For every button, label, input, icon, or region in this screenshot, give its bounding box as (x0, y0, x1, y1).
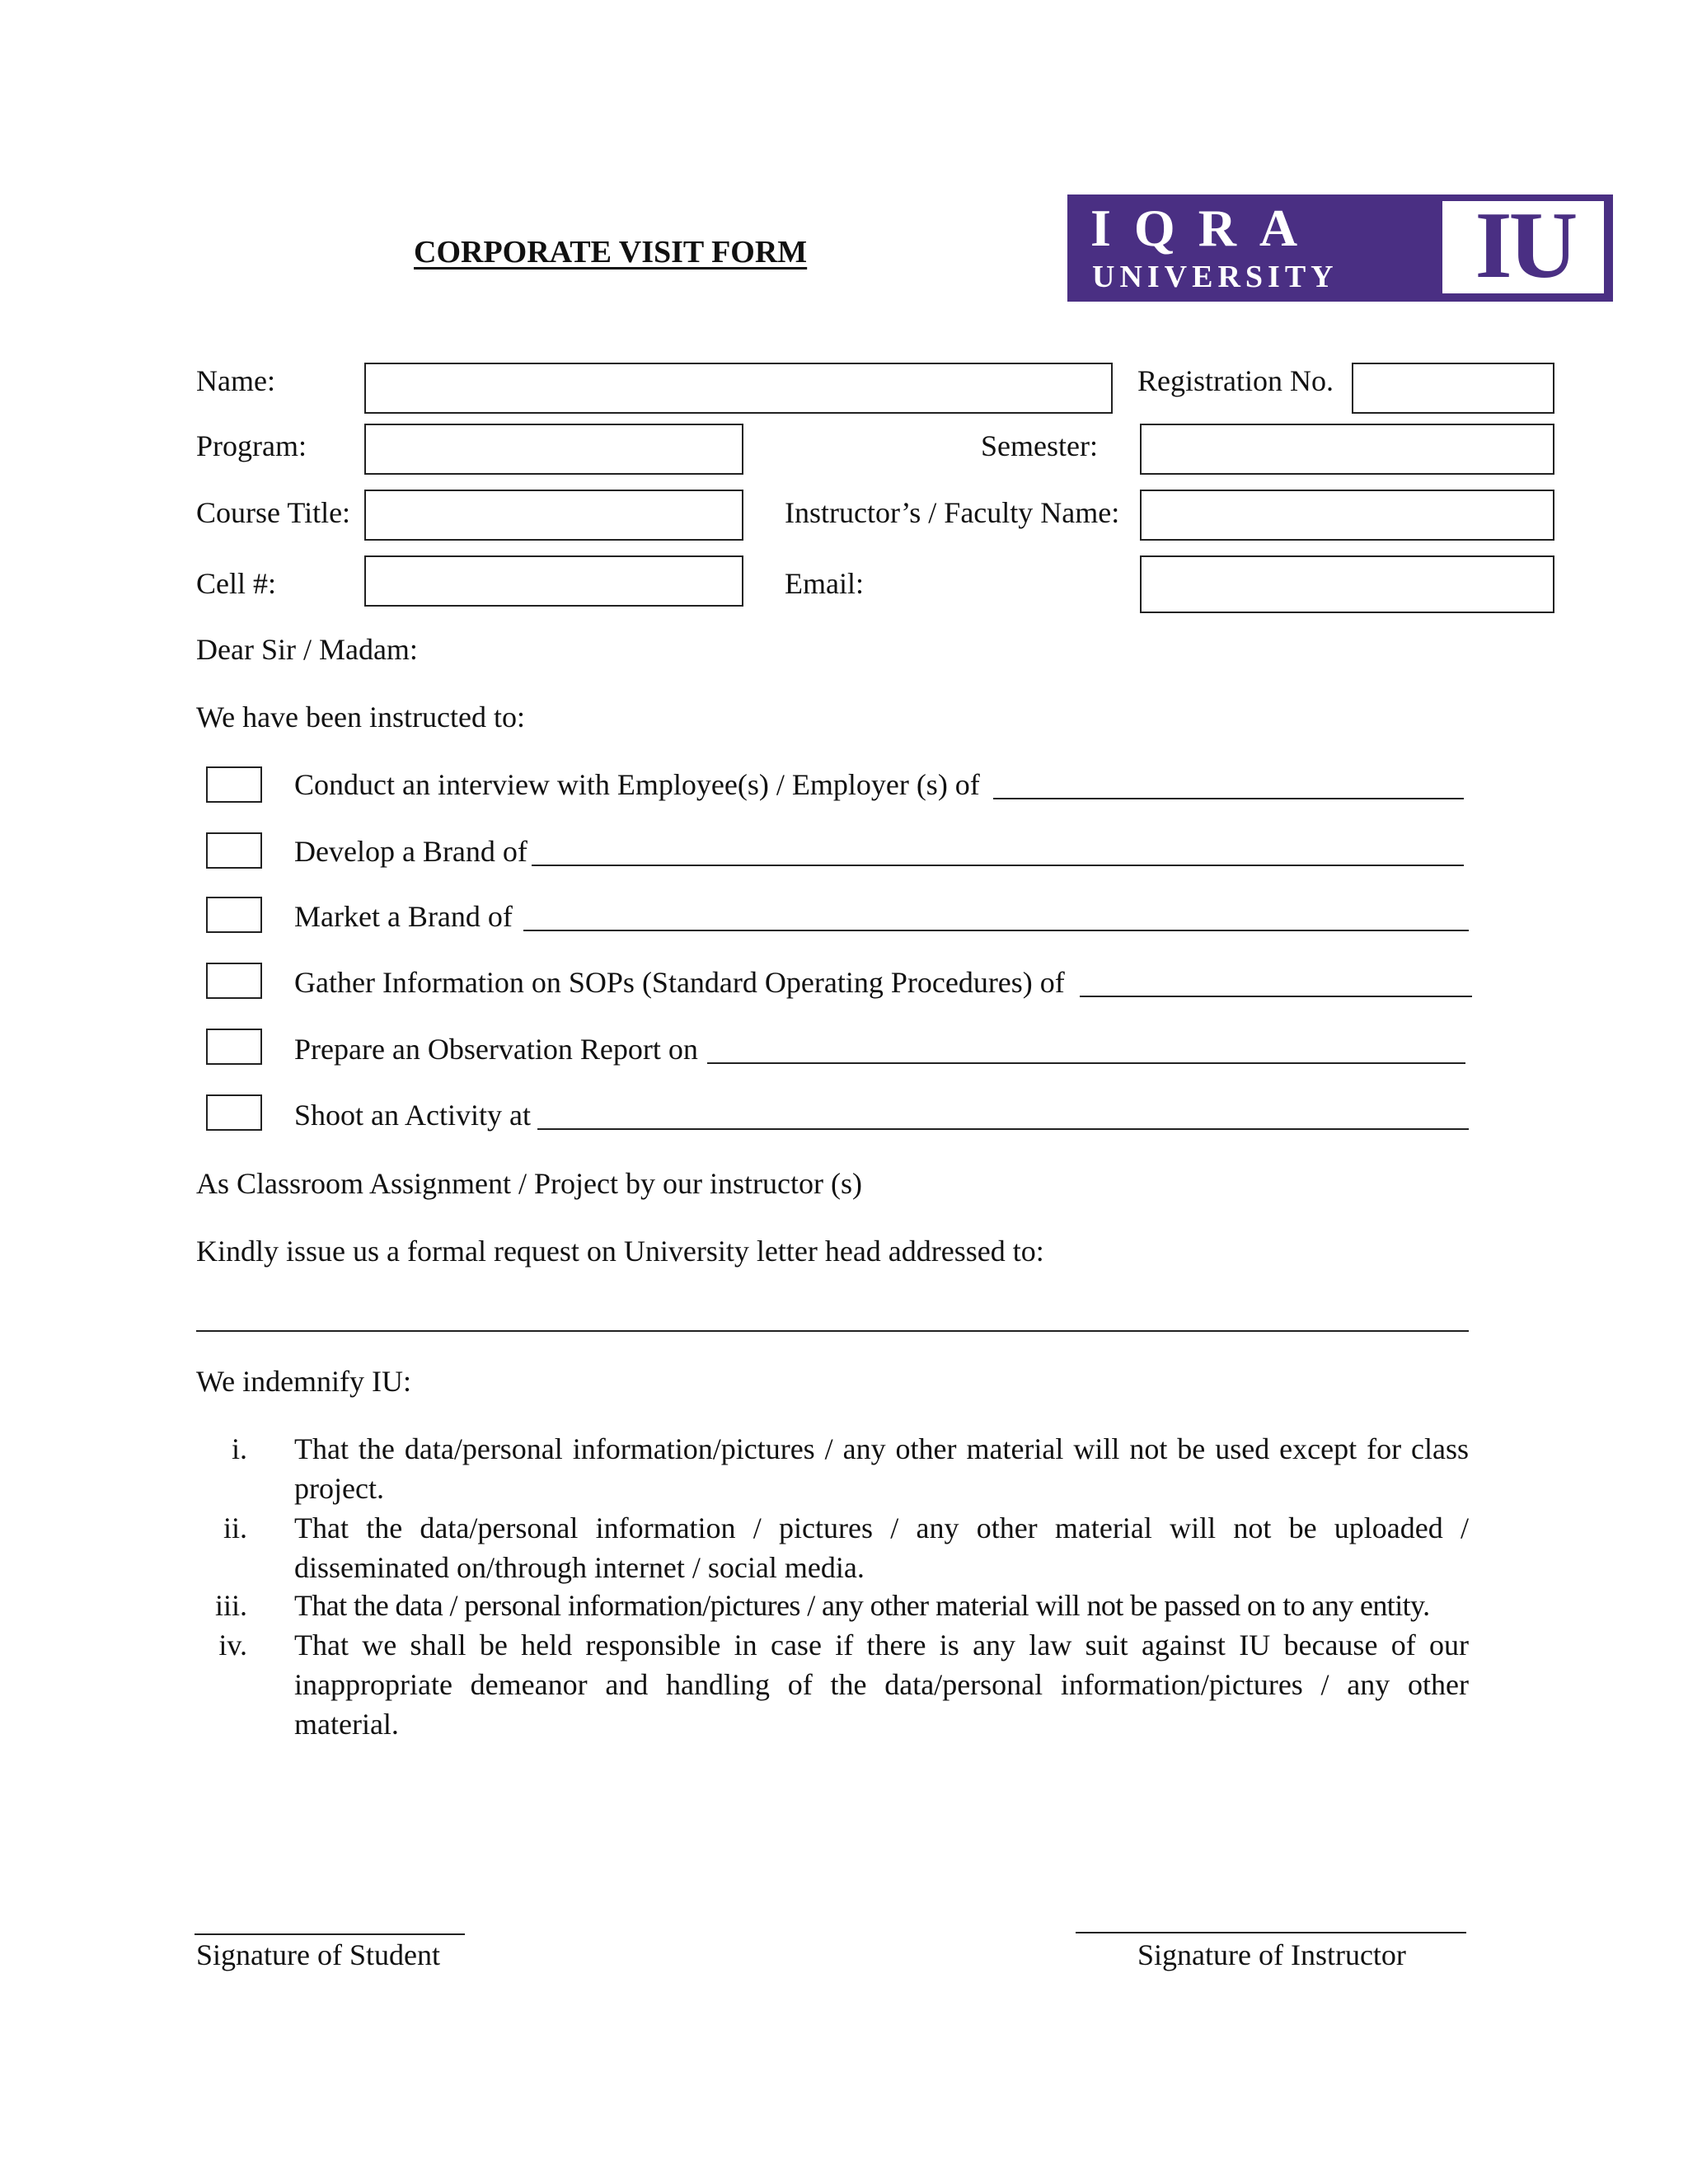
option-label-shoot-activity: Shoot an Activity at (294, 1099, 531, 1132)
indemnify-number-4: iv. (218, 1629, 247, 1661)
assignment-text: As Classroom Assignment / Project by our instructor (s) (196, 1167, 862, 1200)
semester-field[interactable] (1140, 424, 1554, 475)
course-title-field[interactable] (364, 490, 743, 541)
greeting: Dear Sir / Madam: (196, 633, 418, 666)
option-blank-shoot-activity[interactable] (537, 1128, 1469, 1130)
option-checkbox-shoot-activity[interactable] (206, 1094, 262, 1131)
form-title: CORPORATE VISIT FORM (414, 235, 808, 269)
indemnify-number-1: i. (231, 1432, 247, 1465)
option-label-interview: Conduct an interview with Employee(s) / Employer (s) of (294, 768, 980, 801)
program-label: Program: (196, 429, 307, 462)
option-checkbox-observation-report[interactable] (206, 1029, 262, 1065)
indemnify-item-3: That the data / personal information/pictures / any other material will not be passed on to any entity. (294, 1589, 1430, 1622)
option-blank-interview[interactable] (993, 798, 1464, 799)
option-label-sops: Gather Information on SOPs (Standard Operating Procedures) of (294, 966, 1065, 999)
logo-text-iqra: IQRA (1090, 199, 1321, 257)
option-blank-sops[interactable] (1080, 996, 1472, 997)
email-label: Email: (785, 567, 864, 600)
indemnify-item-1: That the data/personal information/pictures / any other material will not be used except for class project. (294, 1432, 1469, 1505)
indemnify-number-2: ii. (223, 1511, 247, 1544)
indemnify-number-3: iii. (214, 1589, 247, 1622)
option-blank-develop-brand[interactable] (532, 865, 1464, 866)
option-checkbox-market-brand[interactable] (206, 897, 262, 933)
name-field[interactable] (364, 363, 1113, 414)
instructor-signature-line[interactable] (1076, 1932, 1466, 1933)
semester-label: Semester: (981, 429, 1098, 462)
indemnify-item-4: That we shall be held responsible in case if there is any law suit against IU because of our inappropriate demeanor and handling of the data/personal information/pictures / any other material. (294, 1629, 1469, 1741)
option-label-observation-report: Prepare an Observation Report on (294, 1033, 698, 1066)
logo-text-university: UNIVERSITY (1092, 260, 1339, 294)
option-blank-market-brand[interactable] (523, 930, 1469, 931)
email-field[interactable] (1140, 555, 1554, 613)
intro-text: We have been instructed to: (196, 701, 525, 733)
indemnify-item-2: That the data/personal information / pictures / any other material will not be uploaded / disseminated on/through internet / social media. (294, 1511, 1469, 1584)
course-title-label: Course Title: (196, 496, 351, 529)
registration-field[interactable] (1352, 363, 1554, 414)
name-label: Name: (196, 364, 275, 397)
student-signature-label: Signature of Student (196, 1938, 440, 1971)
registration-label: Registration No. (1137, 364, 1334, 397)
indemnify-title: We indemnify IU: (196, 1365, 412, 1398)
instructor-field[interactable] (1140, 490, 1554, 541)
addressee-blank[interactable] (196, 1330, 1469, 1332)
option-checkbox-sops[interactable] (206, 963, 262, 999)
option-checkbox-interview[interactable] (206, 766, 262, 803)
logo-mark-iu: IU (1475, 193, 1575, 298)
cell-field[interactable] (364, 555, 743, 607)
student-signature-line[interactable] (195, 1933, 465, 1935)
option-label-market-brand: Market a Brand of (294, 900, 513, 933)
instructor-label: Instructor’s / Faculty Name: (785, 496, 1120, 529)
program-field[interactable] (364, 424, 743, 475)
option-label-develop-brand: Develop a Brand of (294, 835, 528, 868)
instructor-signature-label: Signature of Instructor (1137, 1938, 1406, 1971)
cell-label: Cell #: (196, 567, 276, 600)
option-blank-observation-report[interactable] (707, 1062, 1465, 1064)
option-checkbox-develop-brand[interactable] (206, 832, 262, 869)
request-text: Kindly issue us a formal request on University letter head addressed to: (196, 1235, 1044, 1268)
iqra-university-logo (1067, 194, 1613, 302)
